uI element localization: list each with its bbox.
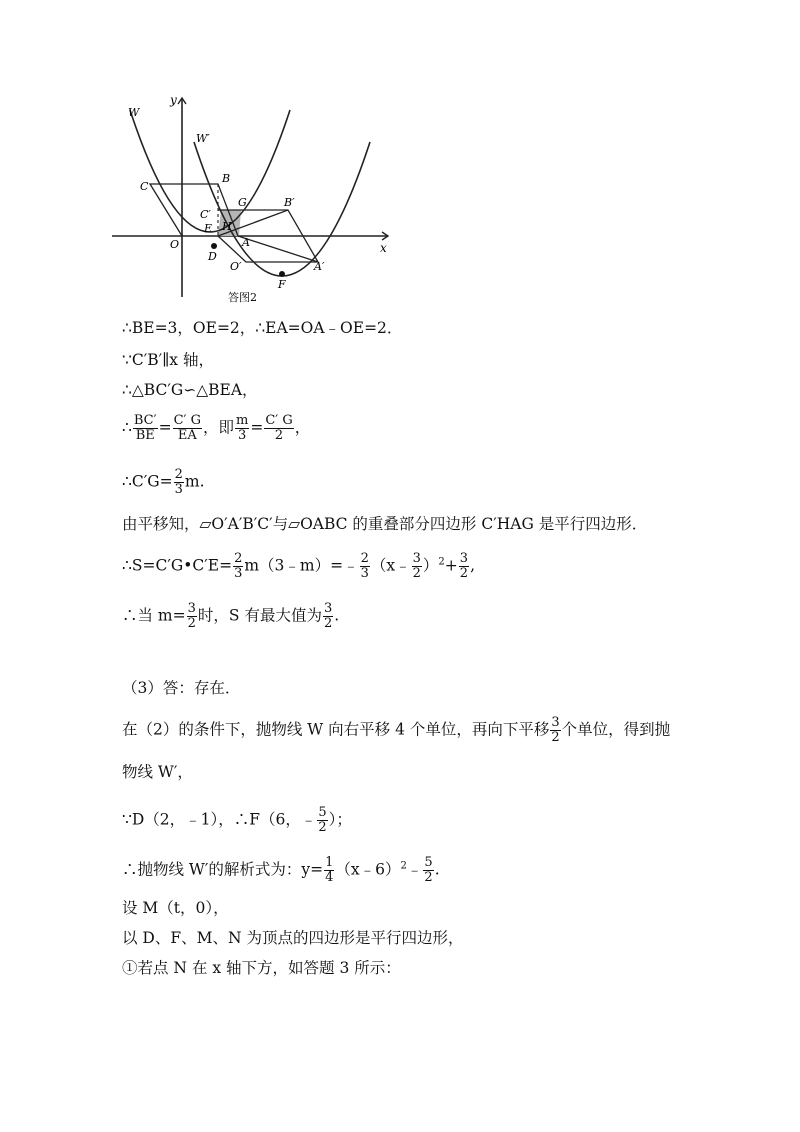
denominator: 2 [318,820,327,835]
label-g: G [238,196,247,209]
line-area [122,552,475,581]
label-b: B [222,172,231,185]
line-be-oe: ∴BE=3，OE=2，∴EA=OA﹣OE=2． [122,319,403,337]
line-cg [122,468,205,497]
fraction [360,552,370,581]
denominator: 3 [235,428,249,443]
denominator: 2 [264,428,293,443]
numerator: 3 [551,715,560,730]
label-d: D [208,250,217,263]
numerator: 2 [234,551,243,566]
denominator: 2 [412,566,421,581]
line-translation: 由平移知，▱O′A′B′C′与▱OABC 的重叠部分四边形 C′HAG 是平行四边形． [122,515,648,533]
line-similar: ∴△BC′G∽△BEA， [122,381,258,399]
denominator: 2 [187,616,196,631]
fraction [423,856,433,885]
line-case1: ①若点 N 在 x 轴下方，如答题 3 所示： [122,959,401,977]
exponent: 2 [400,860,407,872]
denominator: 2 [424,870,433,885]
denominator: BE [133,428,158,443]
df-prefix: ∵D（2，﹣1），∴F（6，﹣ [122,810,317,829]
numerator: 1 [325,855,334,870]
label-w: W [128,106,140,119]
numerator: m [236,413,249,428]
line-wprime: 物线 W′， [122,763,193,781]
line-part3: （3）答：存在． [122,679,241,697]
ratio-post: ， [294,418,311,437]
numerator: 2 [360,551,369,566]
numerator: C′ G [265,413,293,428]
fraction [323,602,333,631]
figure-caption: 答图2 [228,291,257,304]
max-prefix: ∴当 m= [122,606,186,625]
fraction [317,806,327,835]
eq-post: . [434,860,440,879]
label-f: F [278,278,286,291]
fraction [235,414,249,443]
label-c-prime: C′ [200,208,211,221]
area-plus: + [444,556,458,575]
label-b-prime: B′ [284,196,295,209]
label-a-prime: A′ [314,260,325,273]
area-mid3: ） [422,556,439,575]
line-parallel: ∵C′B′∥x 轴， [122,351,214,369]
fraction [550,716,560,745]
label-o-prime: O′ [230,260,242,273]
max-mid: 时，S 有最大值为 [197,606,322,625]
denominator: 2 [459,566,469,581]
area-post: , [470,556,476,575]
numerator: 3 [412,551,421,566]
ratio-eq: = [158,418,172,437]
denominator: 3 [360,566,369,581]
fraction [264,414,293,443]
ratio-eq2: = [250,418,264,437]
line-parallelogram: 以 D、F、M、N 为顶点的四边形是平行四边形， [122,929,464,947]
line-set-m: 设 M（t，0）， [122,899,229,917]
cg-post: m. [184,472,205,491]
fraction [174,468,184,497]
area-mid1: m（3﹣m）=﹣ [244,556,359,575]
area-prefix: ∴S=C′G•C′E= [122,556,233,575]
denominator: 3 [174,482,183,497]
numerator: 5 [424,855,433,870]
fraction [187,602,197,631]
fraction [133,414,158,443]
eq-mid: （x﹣6） [335,860,401,879]
label-e: E [204,222,213,235]
eq-mid2: ﹣ [406,860,423,879]
parabola-diagram [110,92,400,307]
fraction [173,414,202,443]
eq-prefix: ∴抛物线 W′的解析式为：y= [122,860,324,879]
denominator: EA [173,428,202,443]
line-max [122,602,339,631]
numerator: 2 [174,467,183,482]
numerator: 3 [187,601,196,616]
parabola-w-prime [194,142,370,276]
max-post: . [334,606,340,625]
denominator: 3 [234,566,243,581]
label-c: C [140,180,149,193]
fraction [324,856,334,885]
fraction [459,552,469,581]
numerator: BC′ [133,413,157,428]
line-equation [122,856,440,885]
numerator: 3 [459,551,469,566]
shift-prefix: 在（2）的条件下，抛物线 W 向右平移 4 个单位，再向下平移 [122,720,550,739]
shift-post: 个单位，得到抛 [561,720,671,739]
point-d [211,243,217,249]
label-h: H [222,220,232,233]
label-w-prime: W′ [196,132,210,145]
exponent: 2 [438,556,445,568]
denominator: 2 [323,616,333,631]
line-ratio [122,414,310,443]
numerator: 3 [323,601,333,616]
area-mid2: （x﹣ [370,556,411,575]
cg-prefix: ∴C′G= [122,472,173,491]
line-shift [122,716,670,745]
label-a: A [242,236,250,249]
diagram-svg [110,92,400,307]
ratio-prefix: ∴ [122,418,132,437]
label-y: y [170,93,177,107]
denominator: 2 [551,730,560,745]
numerator: 5 [318,805,327,820]
numerator: C′ G [173,413,201,428]
label-o: O [170,238,180,251]
line-df [122,806,352,835]
ratio-mid: ，即 [203,418,235,437]
fraction [412,552,422,581]
denominator: 4 [325,870,334,885]
label-x: x [380,241,387,255]
df-post: ）； [328,810,352,829]
fraction [233,552,243,581]
point-f [279,271,285,277]
